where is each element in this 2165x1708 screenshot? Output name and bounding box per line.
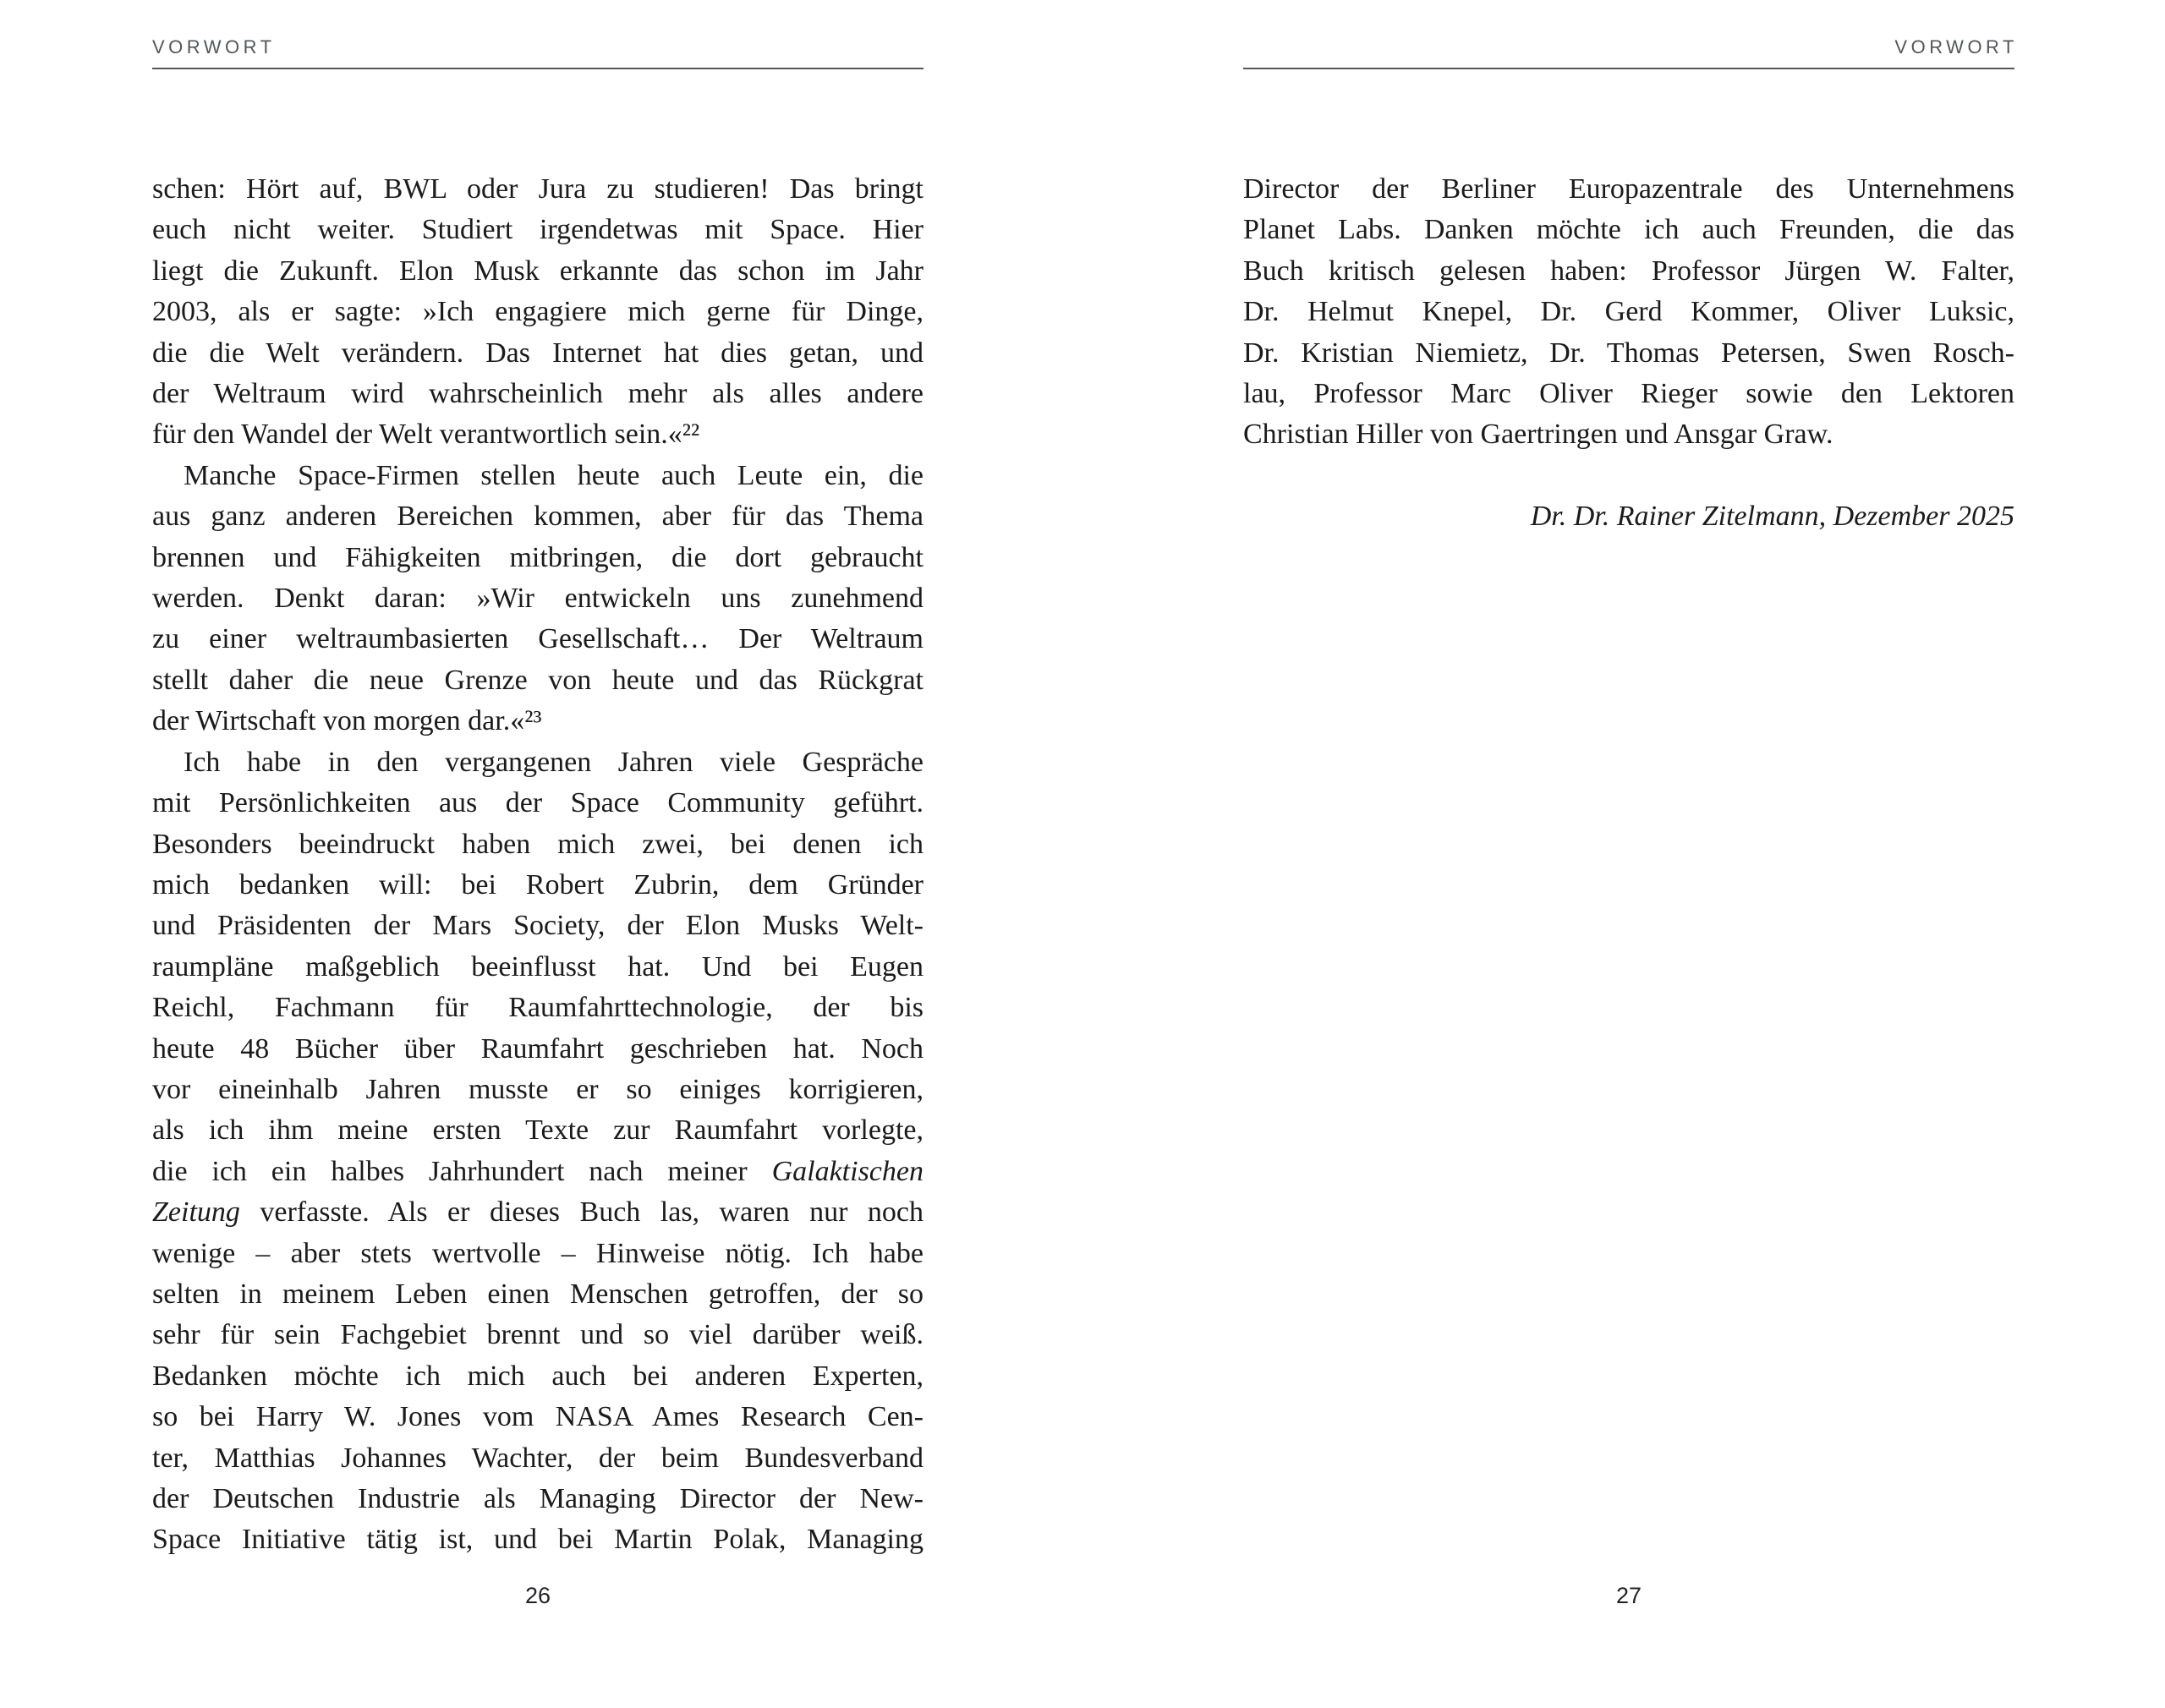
text-line: Planet Labs. Danken möchte ich auch Freunden, die das [1243, 214, 2014, 246]
text-line: Reichl, Fachmann für Raumfahrttechnologie, der bis [152, 992, 924, 1024]
text-line: schen: Hört auf, BWL oder Jura zu studieren! Das bringt [152, 173, 924, 205]
text-line: sehr für sein Fachgebiet brennt und so viel darüber weiß. [152, 1319, 924, 1351]
page-number-right: 27 [1615, 1583, 1642, 1608]
text-line: Dr. Kristian Niemietz, Dr. Thomas Petersen, Swen Rosch- [1243, 337, 2014, 369]
text-line: werden. Denkt daran: »Wir entwickeln uns zunehmend [152, 583, 924, 615]
page-right [1243, 0, 2018, 1708]
text-line: die die Welt verändern. Das Internet hat dies getan, und [152, 337, 924, 369]
text-line: mich bedanken will: bei Robert Zubrin, dem Gründer [152, 868, 924, 901]
text-line: der Wirtschaft von morgen dar.«²³ [152, 705, 542, 737]
signature-line: Dr. Dr. Rainer Zitelmann, Dezember 2025 [1530, 500, 2014, 532]
text-line: Besonders beeindruckt haben mich zwei, bei denen ich [152, 828, 924, 860]
text-line: der Deutschen Industrie als Managing Director der New- [152, 1483, 924, 1514]
text-line: stellt daher die neue Grenze von heute und das Rückgrat [152, 664, 924, 696]
text-line: mit Persönlichkeiten aus der Space Community geführt. [152, 787, 924, 819]
header-rule-right [1243, 68, 2014, 69]
text-line: Ich habe in den vergangenen Jahren viele Gespräche [184, 746, 924, 778]
running-head-left: VORWORT [152, 36, 276, 57]
text-line: selten in meinem Leben einen Menschen getroffen, der so [152, 1278, 924, 1310]
text-line: aus ganz anderen Bereichen kommen, aber für das Thema [152, 501, 924, 533]
text-line: der Weltraum wird wahrscheinlich mehr als alles andere [152, 378, 924, 410]
text-line: Director der Berliner Europazentrale des Unternehmens [1243, 173, 2014, 205]
text-line: 2003, als er sagte: »Ich engagiere mich gerne für Dinge, [152, 296, 924, 328]
text-line: so bei Harry W. Jones vom NASA Ames Research Cen- [152, 1401, 924, 1433]
header-rule-left [152, 68, 924, 69]
text-line: die ich ein halbes Jahrhundert nach meiner Galaktischen [152, 1155, 924, 1187]
page-number-left: 26 [524, 1583, 551, 1608]
text-line: Buch kritisch gelesen haben: Professor Jürgen W. Falter, [1243, 255, 2014, 287]
text-line: und Präsidenten der Mars Society, der Elon Musks Welt- [152, 910, 924, 942]
running-head-right: VORWORT [1894, 36, 2018, 57]
page-left-paragraphs [152, 169, 924, 1561]
page-right-paragraphs [1243, 169, 2014, 456]
text-line: liegt die Zukunft. Elon Musk erkannte das schon im Jahr [152, 255, 924, 287]
text-line: brennen und Fähigkeiten mitbringen, die dort gebraucht [152, 541, 924, 573]
text-line: Manche Space-Firmen stellen heute auch Leute ein, die [184, 459, 924, 491]
text-line: Christian Hiller von Gaertringen und Ansgar Graw. [1243, 419, 1833, 451]
text-line: euch nicht weiter. Studiert irgendetwas mit Space. Hier [152, 214, 924, 246]
text-line: für den Wandel der Welt verantwortlich sein.«²² [152, 419, 700, 451]
text-line: Zeitung verfasste. Als er dieses Buch las, waren nur noch [152, 1196, 924, 1229]
text-line: Space Initiative tätig ist, und bei Martin Polak, Managing [152, 1524, 924, 1556]
text-line: als ich ihm meine ersten Texte zur Raumfahrt vorlegte, [152, 1114, 924, 1147]
text-line: raumpläne maßgeblich beeinflusst hat. Und bei Eugen [152, 950, 924, 983]
text-line: vor eineinhalb Jahren musste er so einiges korrigieren, [152, 1073, 924, 1105]
text-line: heute 48 Bücher über Raumfahrt geschrieben hat. Noch [152, 1032, 924, 1065]
text-line: zu einer weltraumbasierten Gesellschaft… Der Weltraum [152, 623, 924, 655]
text-line: Bedanken möchte ich mich auch bei anderen Experten, [152, 1360, 924, 1392]
text-line: ter, Matthias Johannes Wachter, der beim Bundesverband [152, 1442, 924, 1474]
text-line: Dr. Helmut Knepel, Dr. Gerd Kommer, Oliver Luksic, [1243, 296, 2014, 328]
paragraph [152, 169, 924, 456]
paragraph [152, 456, 924, 742]
page-left-body [152, 169, 924, 1561]
page-left [152, 0, 924, 1708]
text-line: lau, Professor Marc Oliver Rieger sowie den Lektoren [1243, 378, 2014, 410]
page-right-body [1243, 169, 2014, 537]
paragraph [1243, 169, 2014, 456]
paragraph [152, 742, 924, 1561]
text-line: wenige – aber stets wertvolle – Hinweise nötig. Ich habe [152, 1237, 924, 1269]
